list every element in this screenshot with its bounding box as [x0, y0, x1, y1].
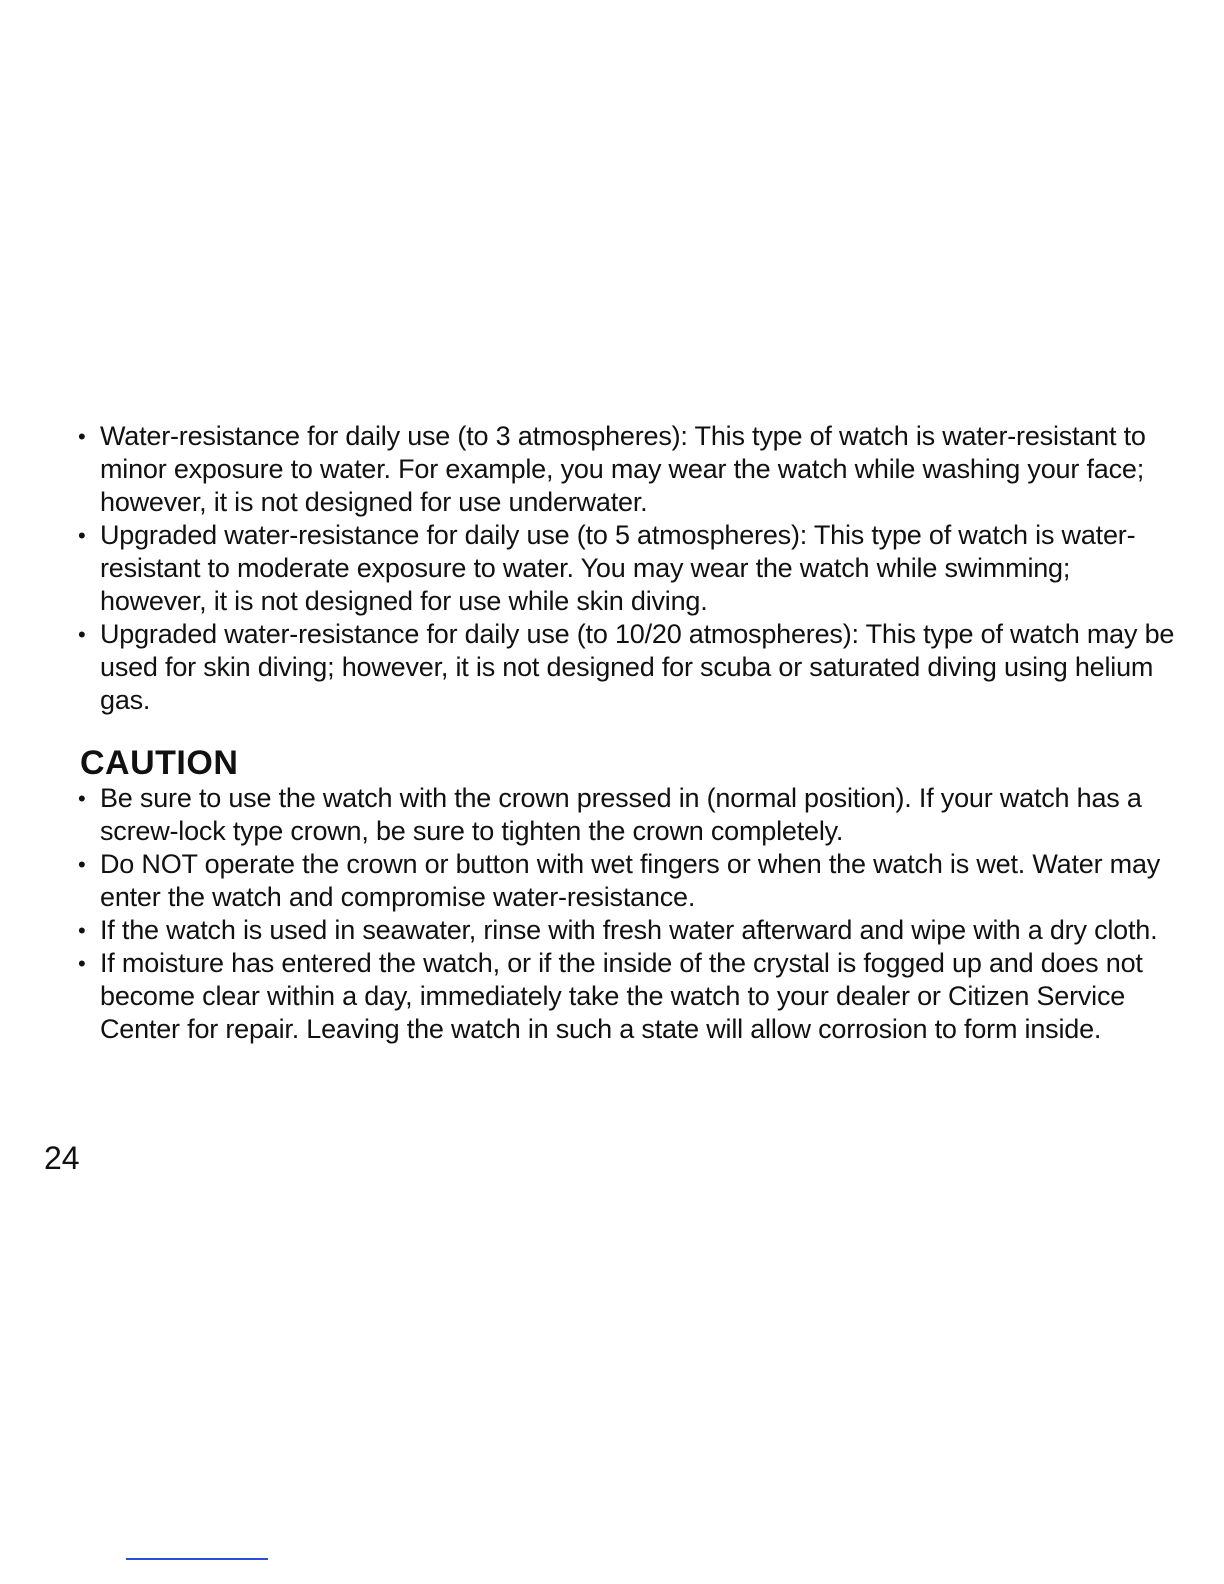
caution-crown-text: Be sure to use the watch with the crown pressed in (normal position). If your watch has a screw-lock type crown, be sure to tighten the crown completely.: [100, 783, 1142, 846]
caution-seawater-text: If the watch is used in seawater, rinse with fresh water afterward and wipe with a dry cloth.: [100, 915, 1158, 945]
water-resistance-10-20atm-text: Upgraded water-resistance for daily use (to 10/20 atmospheres): This type of watch may be used for skin diving; however, it is not designed for scuba or saturated diving using helium gas.: [100, 619, 1175, 715]
page-number: 24: [44, 1140, 80, 1176]
bullet-icon: •: [78, 523, 86, 548]
water-resistance-5atm-text: Upgraded water-resistance for daily use (to 5 atmospheres): This type of watch is water-resistant to moderate exposure to water. You may wear the watch while swimming; however, it is not designed for use while skin diving.: [100, 520, 1136, 616]
list-item: [76, 848, 1176, 914]
list-item: [76, 519, 1176, 618]
list-item: [76, 618, 1176, 717]
caution-moisture-text: If moisture has entered the watch, or if the inside of the crystal is fogged up and does not become clear within a day, immediately take the watch to your dealer or Citizen Service Center for repair. Leaving the watch in such a state will allow corrosion to form inside.: [100, 948, 1143, 1044]
water-resistance-list: [76, 420, 1176, 717]
list-item: [76, 420, 1176, 519]
bullet-icon: •: [78, 622, 86, 647]
list-item: [76, 914, 1176, 947]
bullet-icon: •: [78, 786, 86, 811]
footer-rule: [126, 1558, 268, 1560]
caution-wet-fingers-text: Do NOT operate the crown or button with wet fingers or when the watch is wet. Water may enter the watch and compromise water-resistance.: [100, 849, 1161, 912]
list-item: [76, 782, 1176, 848]
caution-heading: CAUTION: [80, 744, 239, 782]
bullet-icon: •: [78, 918, 86, 943]
bullet-icon: •: [78, 951, 86, 976]
water-resistance-3atm-text: Water-resistance for daily use (to 3 atmospheres): This type of watch is water-resistant to minor exposure to water. For example, you may wear the watch while washing your face; however, it is not designed for use underwater.: [100, 421, 1146, 517]
list-item: [76, 947, 1176, 1046]
caution-list: [76, 782, 1176, 1046]
bullet-icon: •: [78, 424, 86, 449]
bullet-icon: •: [78, 852, 86, 877]
